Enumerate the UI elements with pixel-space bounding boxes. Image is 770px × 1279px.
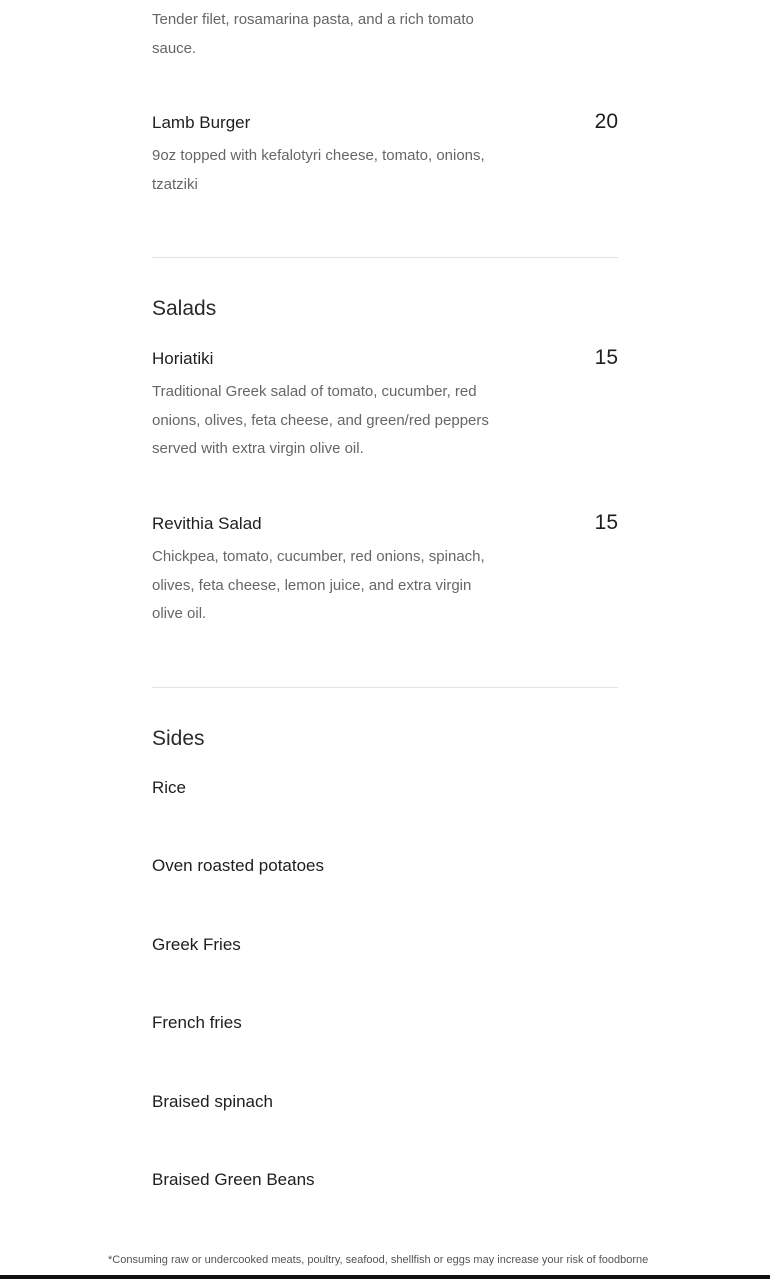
item-price: 20 (594, 110, 618, 133)
menu-item-lamb-burger (152, 110, 618, 199)
side-item-greek-fries: Greek Fries (152, 935, 241, 954)
item-price: 15 (594, 346, 618, 369)
footnote-disclaimer: *Consuming raw or undercooked meats, poultry, seafood, shellfish or eggs may increase your risk of foodborne (108, 1254, 649, 1266)
side-item-french-fries: French fries (152, 1013, 242, 1032)
side-item-braised-spinach: Braised spinach (152, 1092, 273, 1111)
menu-item-partial (152, 6, 618, 63)
item-description: 9oz topped with kefalotyri cheese, tomato, onions, tzatziki (152, 147, 485, 193)
item-name: Revithia Salad (152, 514, 262, 533)
section-title-salads: Salads (152, 297, 217, 320)
item-description: Chickpea, tomato, cucumber, red onions, spinach, olives, feta cheese, lemon juice, and extra virgin olive oil. (152, 548, 485, 622)
item-description: Traditional Greek salad of tomato, cucumber, red onions, olives, feta cheese, and green/red peppers served with extra virgin olive oil. (152, 383, 489, 457)
menu-item-horiatiki (152, 346, 618, 464)
bottom-bar (0, 1275, 770, 1279)
item-name: Horiatiki (152, 349, 214, 368)
section-title-sides: Sides (152, 727, 205, 750)
section-divider (152, 257, 618, 258)
item-price: 15 (594, 511, 618, 534)
section-divider (152, 687, 618, 688)
menu-item-revithia-salad (152, 511, 618, 629)
item-description: Tender filet, rosamarina pasta, and a rich tomato sauce. (152, 11, 474, 57)
side-item-oven-roasted-potatoes: Oven roasted potatoes (152, 856, 325, 875)
item-name: Lamb Burger (152, 113, 251, 132)
side-item-rice: Rice (152, 778, 187, 797)
side-item-braised-green-beans: Braised Green Beans (152, 1170, 315, 1189)
